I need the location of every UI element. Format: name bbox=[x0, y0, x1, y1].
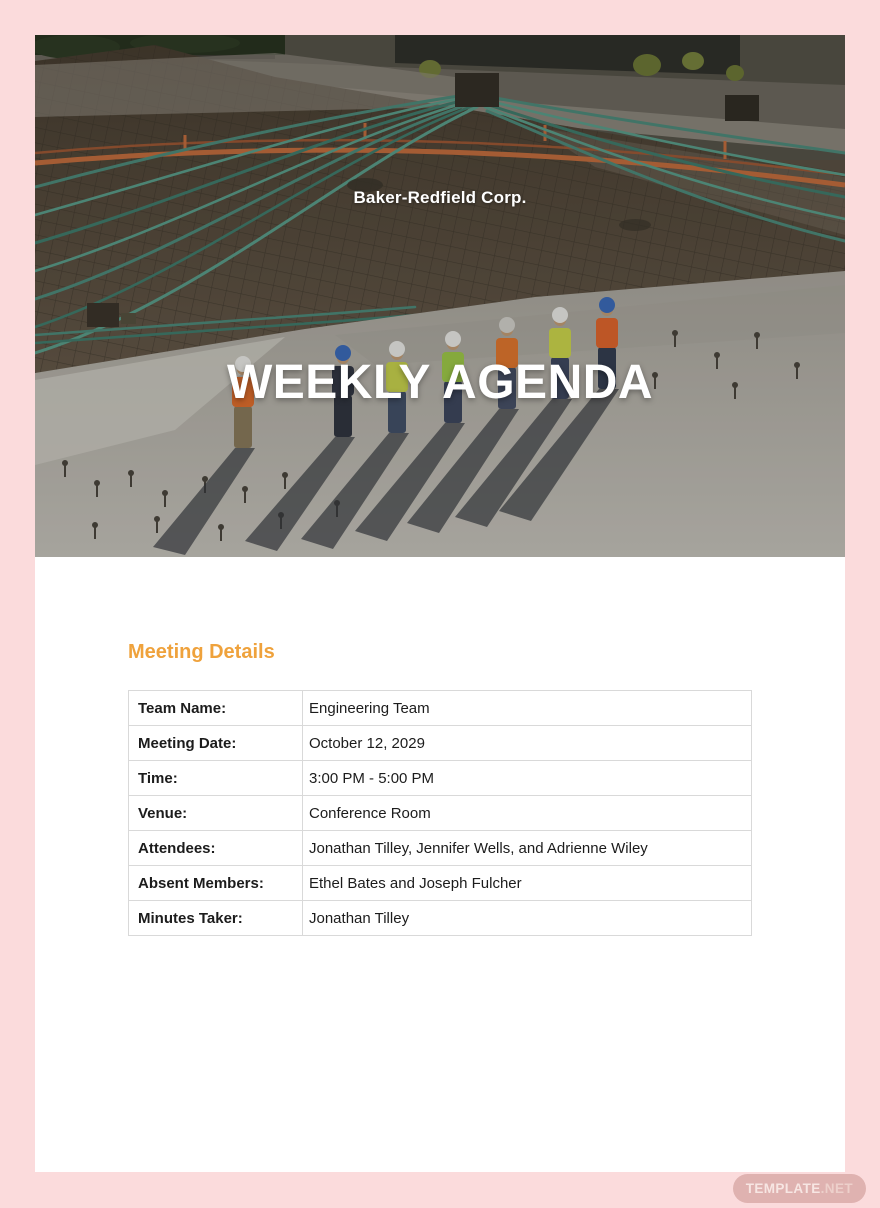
table-row-team-name bbox=[129, 691, 752, 726]
row-value: Ethel Bates and Joseph Fulcher bbox=[303, 866, 752, 901]
row-label: Time: bbox=[129, 761, 303, 796]
row-value: October 12, 2029 bbox=[303, 726, 752, 761]
meeting-details-table bbox=[128, 690, 752, 936]
row-value: Conference Room bbox=[303, 796, 752, 831]
row-value: Jonathan Tilley bbox=[303, 901, 752, 936]
watermark-suffix: .NET bbox=[820, 1181, 853, 1196]
document-title: WEEKLY AGENDA bbox=[226, 356, 654, 409]
table-row-absent-members bbox=[129, 866, 752, 901]
meeting-details-heading: Meeting Details bbox=[128, 641, 275, 663]
table-row-time bbox=[129, 761, 752, 796]
row-label: Minutes Taker: bbox=[129, 901, 303, 936]
row-value: 3:00 PM - 5:00 PM bbox=[303, 761, 752, 796]
table-row-attendees bbox=[129, 831, 752, 866]
watermark-brand: TEMPLATE bbox=[745, 1181, 821, 1196]
table-row-meeting-date bbox=[129, 726, 752, 761]
row-label: Absent Members: bbox=[129, 866, 303, 901]
row-label: Attendees: bbox=[129, 831, 303, 866]
document-body bbox=[35, 641, 845, 936]
header-photo bbox=[35, 35, 845, 557]
row-label: Venue: bbox=[129, 796, 303, 831]
template-net-watermark bbox=[733, 1174, 866, 1203]
company-name: Baker-Redfield Corp. bbox=[353, 188, 527, 207]
row-value: Engineering Team bbox=[303, 691, 752, 726]
table-row-minutes-taker bbox=[129, 901, 752, 936]
row-label: Team Name: bbox=[129, 691, 303, 726]
row-label: Meeting Date: bbox=[129, 726, 303, 761]
construction-site-photo bbox=[35, 35, 845, 557]
row-value: Jonathan Tilley, Jennifer Wells, and Adrienne Wiley bbox=[303, 831, 752, 866]
agenda-sheet bbox=[35, 35, 845, 1172]
table-row-venue bbox=[129, 796, 752, 831]
